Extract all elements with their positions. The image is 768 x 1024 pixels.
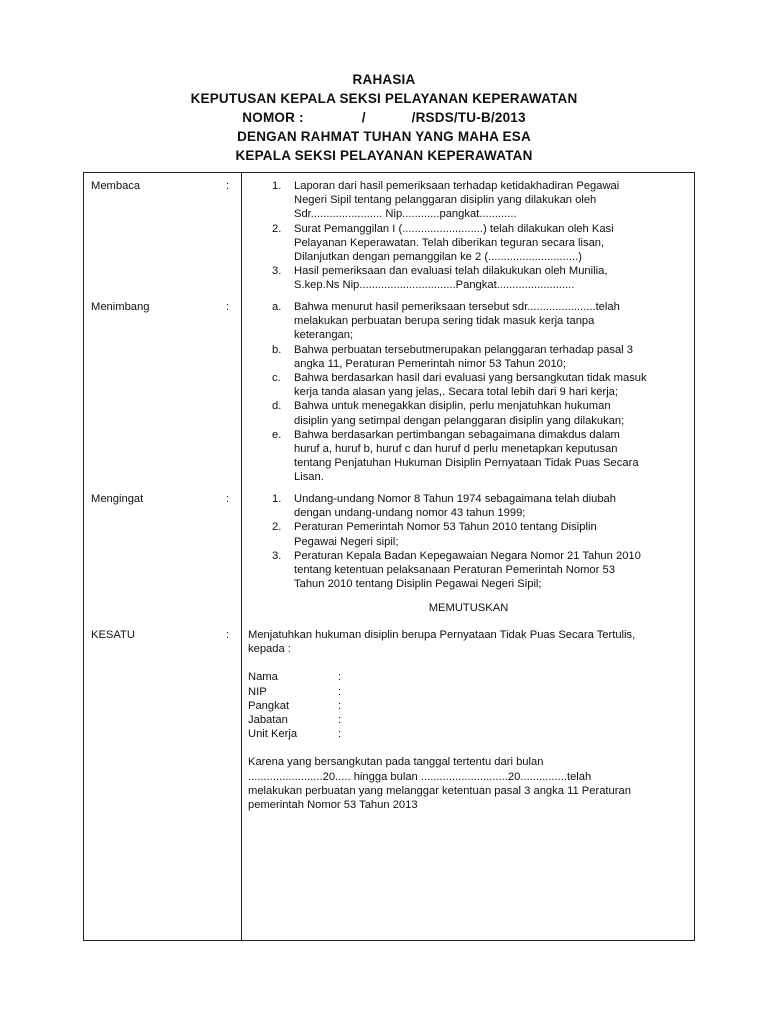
list-item xyxy=(248,300,689,343)
document-header xyxy=(0,70,768,165)
item-line: angka 11, Peraturan Pemerintah nimor 53 Tahun 2010; xyxy=(294,357,566,370)
decision-table xyxy=(83,172,695,941)
section-content xyxy=(248,179,689,293)
item-marker: e. xyxy=(272,428,282,441)
field-label: Nama xyxy=(248,671,278,684)
list-item xyxy=(248,343,689,371)
item-line: melakukan perbuatan berupa sering tidak masuk kerja tanpa xyxy=(294,315,595,328)
field-label: NIP xyxy=(248,685,267,698)
section-label: Menimbang xyxy=(91,301,150,313)
item-line: keterangan; xyxy=(294,329,354,342)
field-label: Unit Kerja xyxy=(248,728,298,741)
item-marker: a. xyxy=(272,301,282,313)
item-line: Laporan dari hasil pemeriksaan terhadap ketidakhadiran Pegawai xyxy=(294,180,620,192)
list-item xyxy=(248,399,689,427)
field-row xyxy=(248,713,689,727)
item-line: Negeri Sipil tentang pelanggaran disiplin yang dilakukan oleh xyxy=(294,194,597,207)
item-marker: b. xyxy=(272,343,282,356)
item-line: Pelayanan Keperawatan. Telah diberikan teguran secara lisan, xyxy=(294,236,605,249)
field-row xyxy=(248,727,689,741)
item-marker: 1. xyxy=(272,493,282,505)
item-marker: c. xyxy=(272,372,281,385)
field-colon: : xyxy=(338,728,342,741)
item-line: Undang-undang Nomor 8 Tahun 1974 sebagaimana telah diubah xyxy=(294,493,616,505)
item-line: dengan undang-undang nomor 43 tahun 1999; xyxy=(294,507,526,520)
field-colon: : xyxy=(338,699,342,712)
list-item xyxy=(248,492,689,520)
list-item xyxy=(248,264,689,292)
field-row xyxy=(248,670,689,684)
section-colon: : xyxy=(226,301,230,313)
item-marker: 3. xyxy=(272,549,282,562)
list-item xyxy=(248,371,689,399)
item-line: Sdr....................... Nip............pangkat............ xyxy=(294,208,517,221)
section-colon: : xyxy=(226,180,230,192)
header-invocation: DENGAN RAHMAT TUHAN YANG MAHA ESA xyxy=(237,129,531,144)
item-line: Bahwa perbuatan tersebutmerupakan pelanggaran terhadap pasal 3 xyxy=(294,343,633,356)
section-label: Membaca xyxy=(91,180,141,192)
section-content xyxy=(248,492,689,591)
item-line: Tahun 2010 tentang Disiplin Pegawai Negeri Sipil; xyxy=(294,578,542,591)
field-row xyxy=(248,685,689,699)
item-line: Bahwa berdasarkan hasil dari evaluasi yang bersangkutan tidak masuk xyxy=(294,372,647,385)
nomor-suffix: /RSDS/TU-B/2013 xyxy=(411,110,526,125)
item-line: tentang Penjatuhan Hukuman Disiplin Pernyataan Tidak Puas Secara xyxy=(294,457,639,470)
header-title: KEPUTUSAN KEPALA SEKSI PELAYANAN KEPERAWATAN xyxy=(190,91,578,106)
list-item xyxy=(248,520,689,548)
list-item xyxy=(248,179,689,222)
list-item xyxy=(248,428,689,485)
section-colon: : xyxy=(226,493,230,505)
section-label: Mengingat xyxy=(91,493,144,505)
intro-line: Menjatuhkan hukuman disiplin berupa Pernyataan Tidak Puas Secara Tertulis, xyxy=(248,629,636,641)
field-label: Pangkat xyxy=(248,699,290,712)
closing-line: melakukan perbuatan yang melanggar ketentuan pasal 3 angka 11 Peraturan xyxy=(248,784,631,797)
field-label: Jabatan xyxy=(248,713,288,726)
list-item xyxy=(248,222,689,265)
header-classification: RAHASIA xyxy=(352,72,416,87)
item-line: Bahwa untuk menegakkan disiplin, perlu menjatuhkan hukuman xyxy=(294,400,611,413)
item-marker: 3. xyxy=(272,265,282,278)
item-marker: 2. xyxy=(272,222,282,235)
field-colon: : xyxy=(338,713,342,726)
item-marker: 2. xyxy=(272,521,282,534)
section-label: KESATU xyxy=(91,629,135,641)
field-colon: : xyxy=(338,671,342,684)
item-line: S.kep.Ns Nip...............................Pangkat......................... xyxy=(294,279,575,292)
item-marker: d. xyxy=(272,400,282,413)
item-line: Peraturan Kepala Badan Kepegawaian Negara Nomor 21 Tahun 2010 xyxy=(294,549,641,562)
list-item xyxy=(248,549,689,592)
item-line: Hasil pemeriksaan dan evaluasi telah dilakukukan oleh Munilia, xyxy=(294,265,608,278)
closing-line: pemerintah Nomor 53 Tahun 2013 xyxy=(248,798,418,811)
item-line: huruf a, huruf b, huruf c dan huruf d perlu menetapkan keputusan xyxy=(294,443,618,456)
item-line: Pegawai Negeri sipil; xyxy=(294,535,399,548)
item-line: Lisan. xyxy=(294,471,324,484)
column-divider xyxy=(241,173,242,940)
closing-line: ........................20..... hingga bulan ............................20...............telah xyxy=(248,770,592,783)
section-colon: : xyxy=(226,629,230,641)
item-marker: 1. xyxy=(272,180,282,192)
nomor-slash: / xyxy=(361,110,366,125)
nomor-label: NOMOR : xyxy=(242,110,304,125)
item-line: kerja tanda alasan yang jelas,. Secara total lebih dari 9 hari kerja; xyxy=(294,386,619,399)
item-line: Bahwa berdasarkan pertimbangan sebagaimana dimakdus dalam xyxy=(294,428,620,441)
item-line: Bahwa menurut hasil pemeriksaan tersebut sdr......................telah xyxy=(294,301,620,313)
section-content xyxy=(248,300,689,485)
header-issuer: KEPALA SEKSI PELAYANAN KEPERAWATAN xyxy=(235,148,533,163)
field-row xyxy=(248,699,689,713)
intro-line: kepada : xyxy=(248,643,291,656)
item-line: tentang ketentuan pelaksanaan Peraturan Pemerintah Nomor 53 xyxy=(294,564,615,577)
closing-line: Karena yang bersangkutan pada tanggal tertentu dari bulan xyxy=(248,756,544,769)
item-line: Dilanjutkan dengan pemanggilan ke 2 (.............................) xyxy=(294,251,582,264)
memutuskan-heading: MEMUTUSKAN xyxy=(428,602,509,614)
section-content xyxy=(248,628,689,812)
item-line: disiplin yang setimpal dengan pelanggaran disiplin yang dilakukan; xyxy=(294,414,625,427)
header-nomor xyxy=(0,108,768,127)
item-line: Peraturan Pemerintah Nomor 53 Tahun 2010 tentang Disiplin xyxy=(294,521,597,534)
item-line: Surat Pemanggilan I (..........................) telah dilakukan oleh Kasi xyxy=(294,222,614,235)
field-colon: : xyxy=(338,685,342,698)
